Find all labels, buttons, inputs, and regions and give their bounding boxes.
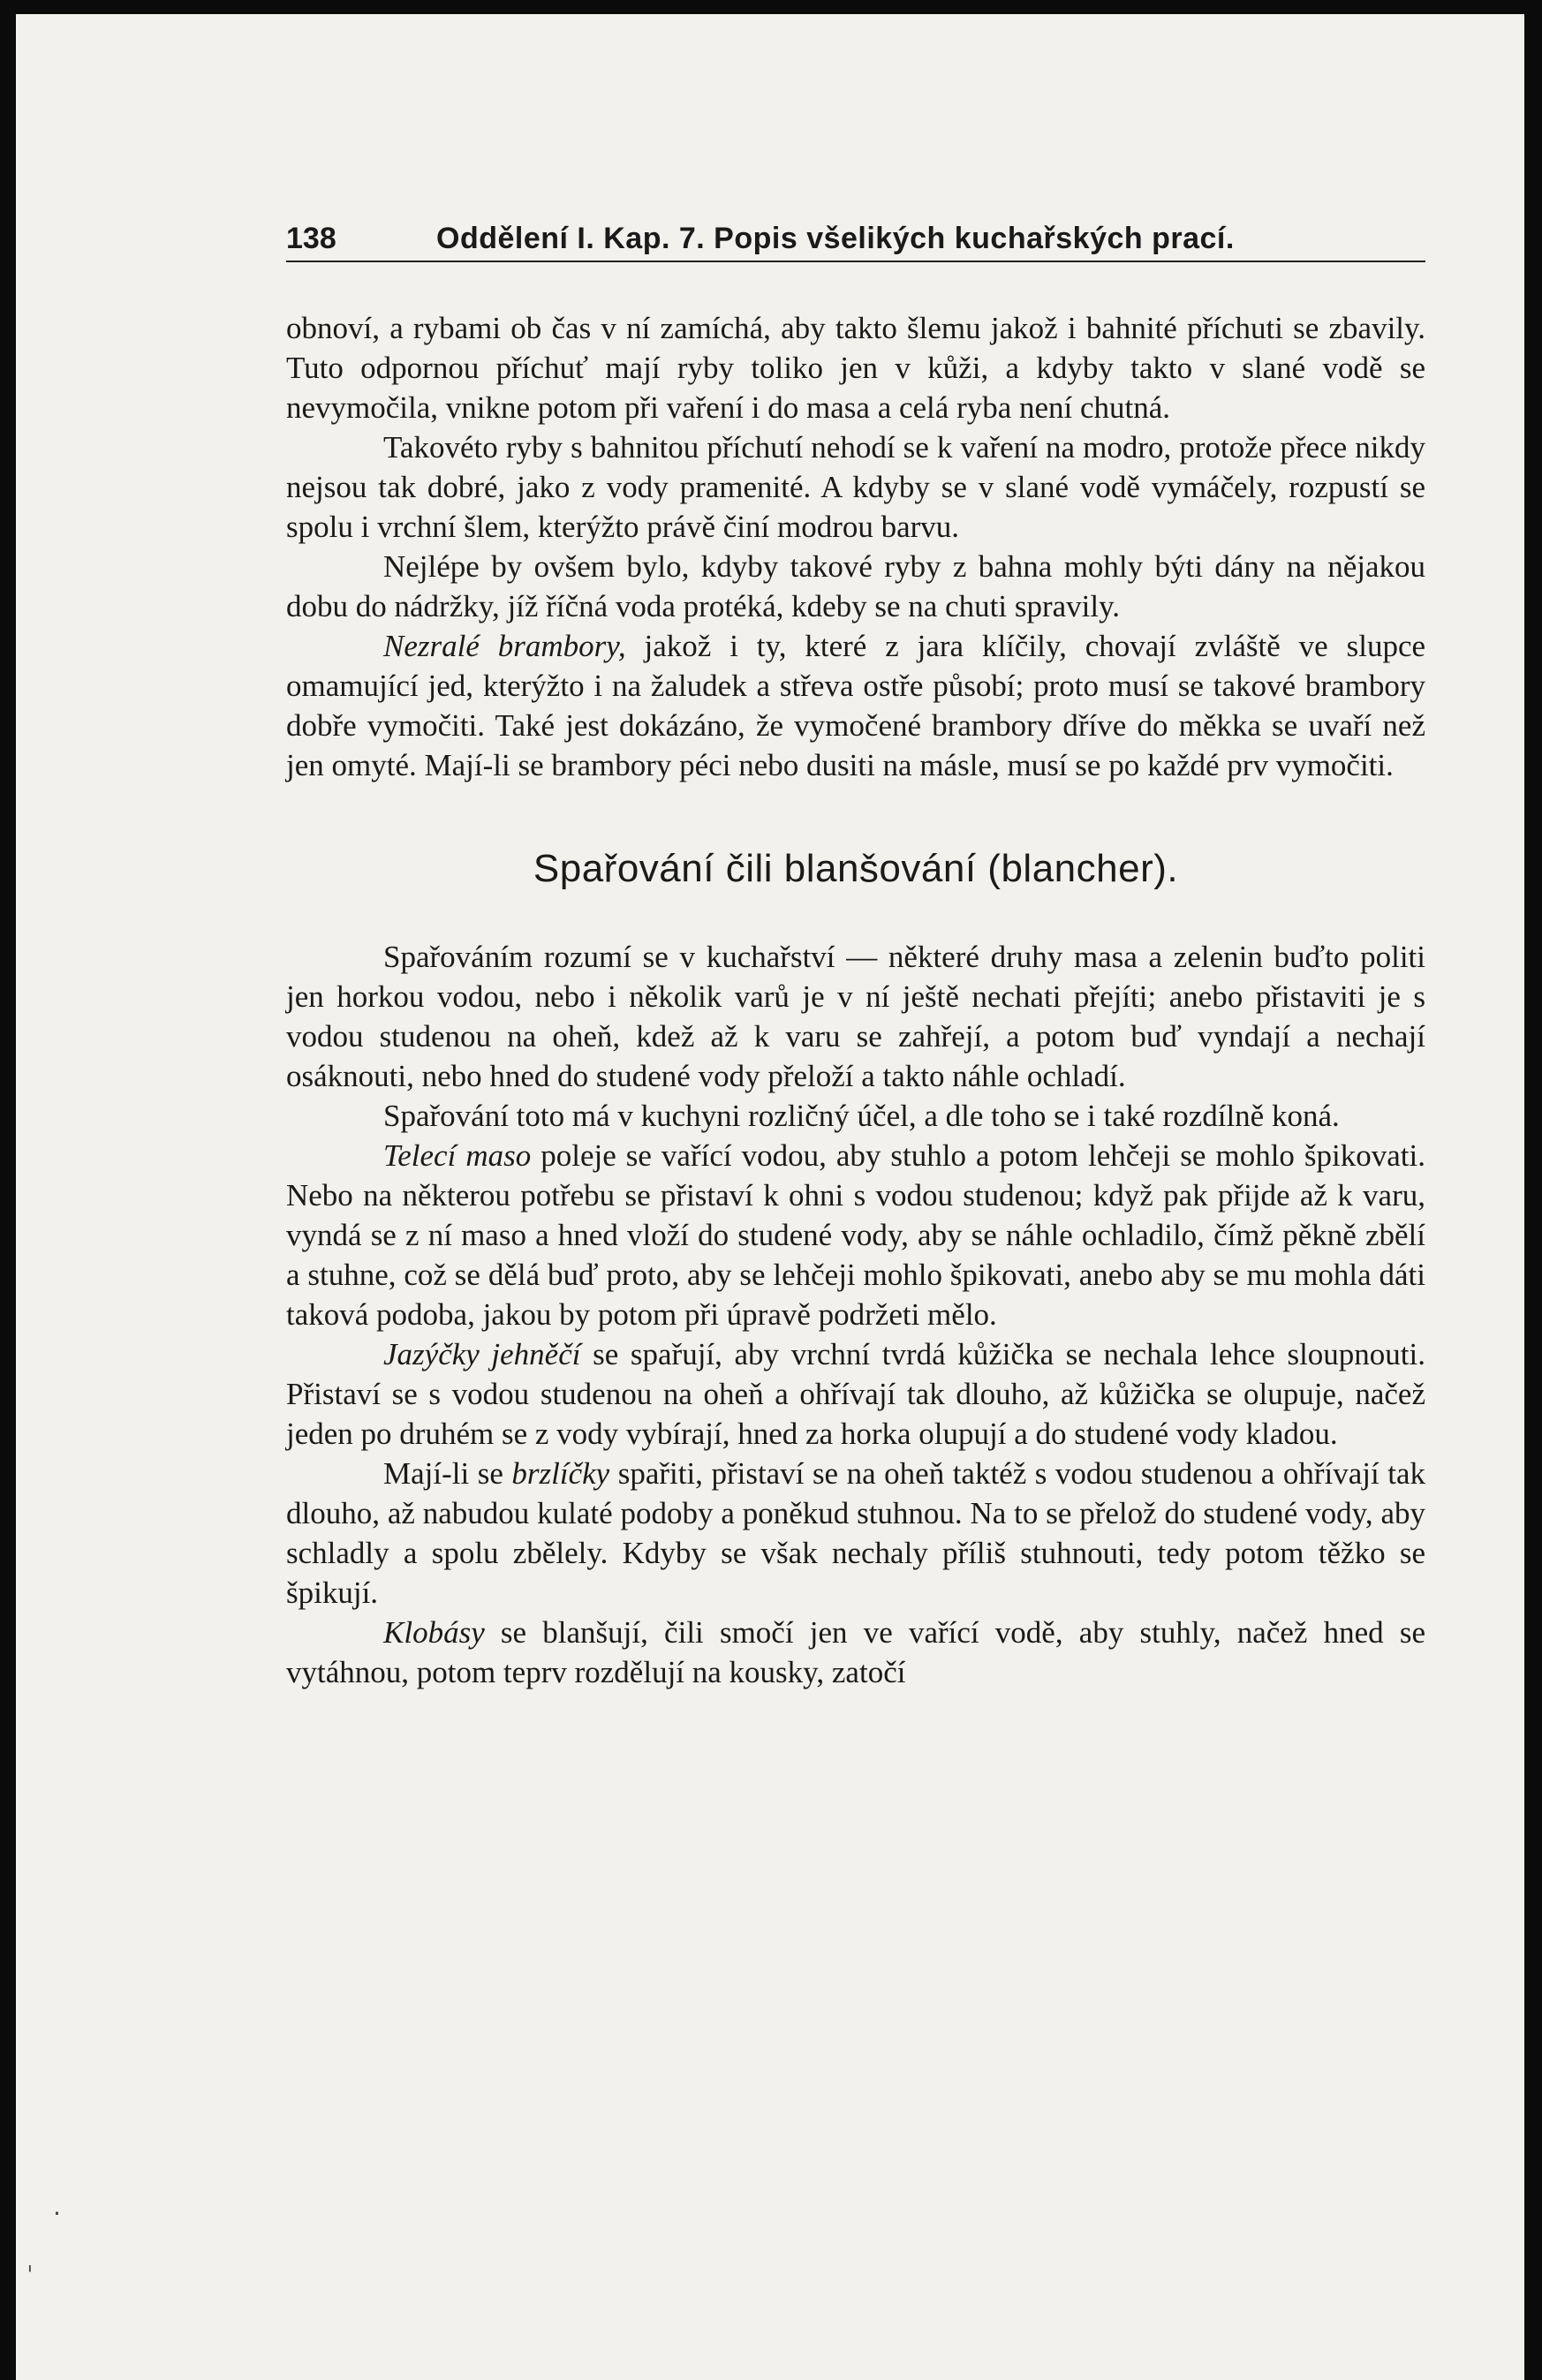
paragraph bbox=[286, 1613, 1425, 1692]
section-heading: Spařování čili blanšování (blancher). bbox=[533, 847, 1179, 890]
paragraph-text: se blanšují, čili smočí jen ve vařící vodě, aby stuhly, načež hned se vytáhnou, potom teprv rozdělují na kousky, zatočí bbox=[286, 1615, 1425, 1689]
paragraph-text: spařiti, přistaví se na oheň taktéž s vodou studenou a ohřívají tak dlouho, až nabudou kulaté podoby a poněkud stuhnou. Na to se přelož do studené vody, aby schladly a spolu zbělely. Kdyby se však nechaly příliš stuhnouti, tedy potom těžko se špikují. bbox=[286, 1456, 1425, 1610]
paragraph-text: poleje se vařící vodou, aby stuhlo a potom lehčeji se mohlo špikovati. Nebo na některou potřebu se přistaví k ohni s vodou studenou; když pak přijde až k varu, vyndá se z ní maso a hned vloží do studené vody, aby se náhle ochladilo, čímž pěkně zbělí a stuhne, což se dělá buď proto, aby se lehčeji mohlo špikovati, anebo aby se mu mohla dáti taková podoba, jakou by potom při úpravě podržeti mělo. bbox=[286, 1138, 1426, 1332]
italic-term: Klobásy bbox=[383, 1615, 485, 1650]
paragraph: Takovéto ryby s bahnitou příchutí nehodí se k vaření na modro, protože přece nikdy nejsou tak dobré, jako z vody pramenité. A kdyby se v slané vodě vymáčely, rozpustí se spolu i vrchní šlem, kterýžto právě činí modrou barvu. bbox=[286, 430, 1425, 544]
scan-border-top bbox=[0, 0, 1542, 14]
paragraph: Nejlépe by ovšem bylo, kdyby takové ryby z bahna mohly býti dány na nějakou dobu do nádržky, jíž říčná voda protéká, kdeby se na chuti spravily. bbox=[286, 549, 1425, 623]
book-page bbox=[286, 216, 1425, 1692]
scan-border-right bbox=[1524, 0, 1542, 2380]
italic-term: brzlíčky bbox=[511, 1456, 610, 1491]
paragraph bbox=[286, 1136, 1425, 1334]
paragraph: Spařováním rozumí se v kuchařství — některé druhy masa a zelenin buďto politi jen horkou vodou, nebo i několik varů je v ní ještě nechati přejíti; anebo přistaviti je s vodou studenou na oheň, kdež až k varu se zahřejí, a potom buď vyndají a nechají osáknouti, nebo hned do studené vody přeloží a takto náhle ochladí. bbox=[286, 940, 1425, 1093]
scan-border-left bbox=[0, 0, 16, 2380]
body-text bbox=[286, 308, 1425, 1692]
page-number: 138 bbox=[286, 222, 336, 255]
paragraph-text: se spařují, aby vrchní tvrdá kůžička se nechala lehce sloupnouti. Přistaví se s vodou studenou na oheň a ohřívají tak dlouho, až kůžička se olupuje, načež jeden po druhém se z vody vybírají, hned za horka olupují a do studené vody kladou. bbox=[286, 1337, 1425, 1451]
running-head bbox=[286, 216, 1425, 262]
paragraph-text: Mají-li se bbox=[383, 1456, 512, 1491]
paragraph-text: jakož i ty, které z jara klíčily, chovají zvláště ve slupce omamující jed, kterýžto i na žaludek a střeva ostře působí; proto musí se takové brambory dobře vymočiti. Také jest dokázáno, že vymočené brambory dříve do měkka se uvaří než jen omyté. Mají-li se brambory péci nebo dusiti na másle, musí se po každé prv vymočiti. bbox=[286, 629, 1426, 782]
margin-speck: ˈ bbox=[26, 2261, 34, 2290]
paragraph: Spařování toto má v kuchyni rozličný účel, a dle toho se i také rozdílně koná. bbox=[383, 1099, 1340, 1133]
italic-term: Jazýčky jehněčí bbox=[383, 1337, 581, 1371]
paragraph bbox=[286, 1334, 1425, 1454]
paragraph: obnoví, a rybami ob čas v ní zamíchá, aby takto šlemu jakož i bahnité příchuti se zbavily. Tuto odpornou příchuť mají ryby toliko jen v kůži, a kdyby takto v slané vodě se nevymočila, vnikne potom při vaření i do masa a celá ryba není chutná. bbox=[286, 311, 1425, 425]
running-title: Oddělení I. Kap. 7. Popis všelikých kuchařských prací. bbox=[436, 222, 1235, 255]
paragraph bbox=[286, 1454, 1425, 1613]
italic-term: Nezralé brambory, bbox=[383, 629, 626, 663]
italic-term: Telecí maso bbox=[383, 1138, 532, 1173]
paragraph bbox=[286, 626, 1425, 785]
margin-speck: · bbox=[53, 2199, 61, 2228]
